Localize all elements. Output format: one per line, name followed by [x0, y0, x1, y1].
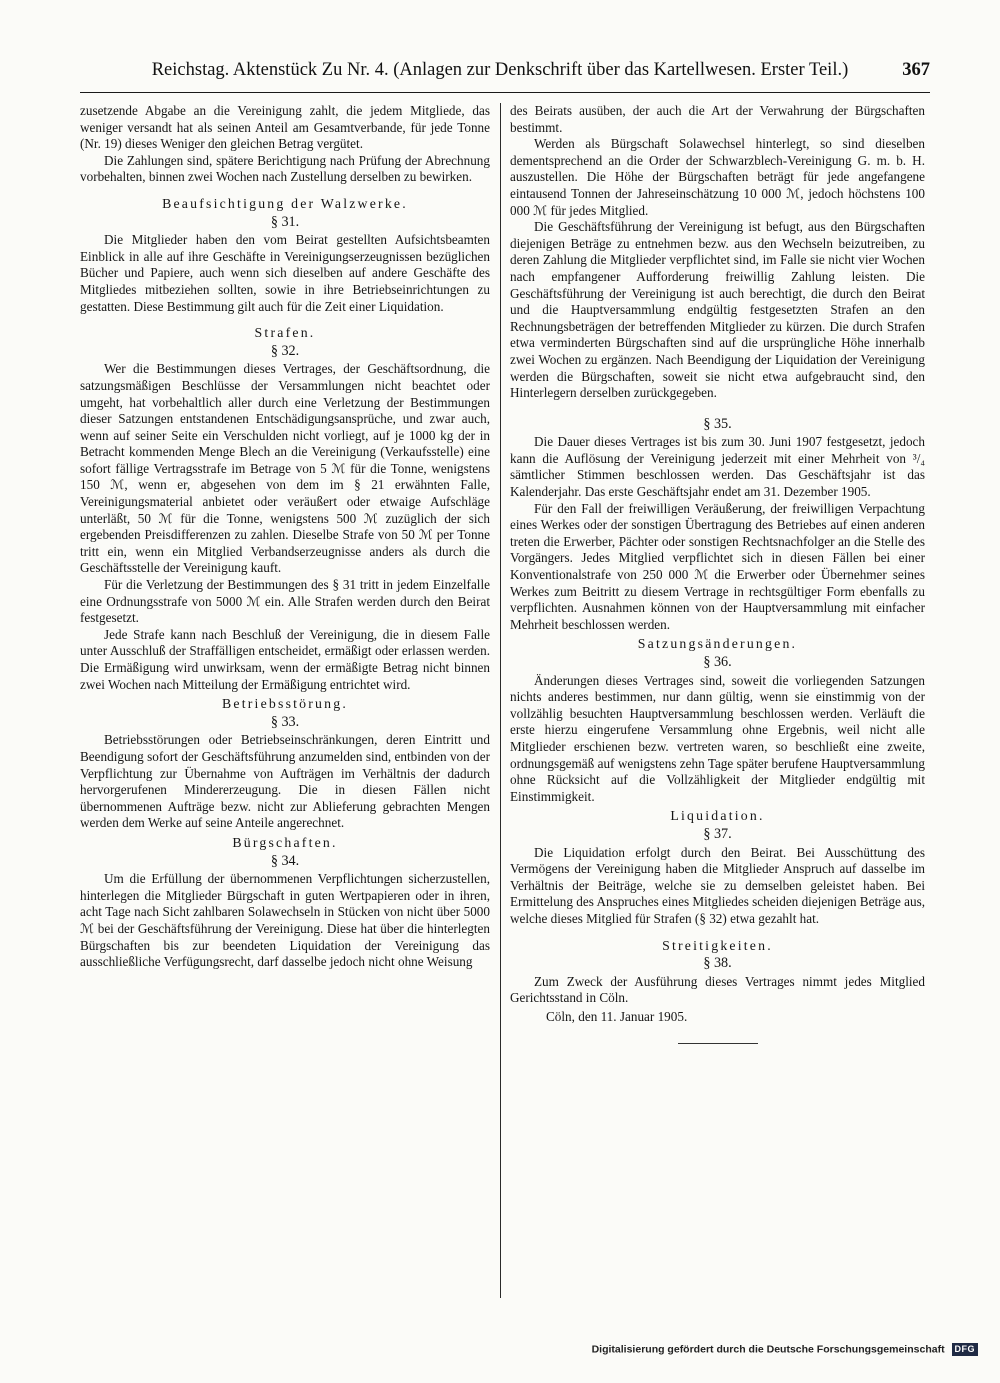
- section-heading: Satzungsänderungen.: [637, 636, 798, 652]
- running-header: [80, 54, 930, 93]
- paragraph: zusetzende Abgabe an die Vereinigung zahlt, die jedem Mitgliede, das weniger versandt hat als seinen Anteil am Gesamtverbande, für jede Tonne (Nr. 19) dieses Weniger den gleichen Betrag vergütet.: [80, 103, 490, 152]
- dfg-logo: DFG: [952, 1343, 979, 1356]
- section-heading: Beaufsichtigung der Walzwerke.: [162, 195, 408, 211]
- paragraph: Die Zahlungen sind, spätere Berichtigung nach Prüfung der Abrechnung vorbehalten, binnen zwei Wochen nach Zustellung derselben zu bewirken.: [80, 152, 490, 185]
- footer-text: Digitalisierung gefördert durch die Deutsche Forschungsgemeinschaft: [591, 1343, 945, 1356]
- right-column: [510, 103, 925, 1044]
- section-number: § 37.: [703, 825, 732, 842]
- paragraph: Jede Strafe kann nach Beschluß der Vereinigung, die in diesem Falle unter Ausschluß der Straffälligen entscheidet, ermäßigt oder erlassen werden. Die Ermäßigung wird unwirksam, wenn der ermäßigte Betrag nicht binnen zwei Wochen nach Mitteilung der Ermäßigung entrichtet wird.: [80, 626, 490, 692]
- paragraph: Die Mitglieder haben den vom Beirat gestellten Aufsichtsbeamten Einblick in alle auf ihre Geschäfte in Vereinigungserzeugnissen bezüglichen Bücher und Papiere, auch wenn sich dieselben auf andere Geschäfte des Mitgliedes mitbeziehen sollten, sowie in ihre Betriebseinrichtungen zu gestatten. Diese Bestimmung gilt auch für die Zeit einer Liquidation.: [80, 232, 490, 314]
- paragraph: Für die Verletzung der Bestimmungen des § 31 tritt in jedem Einzelfalle eine Ordnungsstrafe von 5000 ℳ ein. Alle Strafen werden durch den Beirat festgesetzt.: [80, 577, 490, 626]
- paragraph: Wer die Bestimmungen dieses Vertrages, der Geschäftsordnung, die satzungsmäßigen Beschlüsse der Versammlungen nicht beachtet oder umgeht, hat vorbehaltlich aller durch eine Verletzung der Bestimmungen dieser Satzungen entstandenen Entschädigungsansprüche, und zwar auch, wenn auf seiner Seite ein Verschulden nicht vorliegt, auf je 1000 kg der in Betracht kommenden Menge Blech an die Vereinigung (Verkaufsstelle) eine sofort fällige Vertragsstrafe im Betrage von 5 ℳ für die Tonne, wenigstens 150 ℳ, wenn er, abgesehen von dem im § 21 erwähnten Falle, Vereinigungsmaterial anbietet oder veräußert oder etwaige Aufschläge unterläßt, 50 ℳ für die Tonne, wenigstens 500 ℳ zuzüglich der sich ergebenden Preisdifferenzen zu zahlen. Dieselbe Strafe von 50 ℳ per Tonne tritt ein, wenn ein Mitglied Verbandserzeugnisse anders als durch die Geschäftsstelle der Vereinigung kauft.: [80, 361, 490, 576]
- section-number: § 31.: [270, 213, 300, 230]
- section-heading: Betriebsstörung.: [221, 696, 349, 712]
- paragraph: Zum Zweck der Ausführung dieses Vertrages nimmt jedes Mitglied Gerichtsstand in Cöln.: [510, 973, 925, 1006]
- paragraph: Werden als Bürgschaft Solawechsel hinterlegt, so sind dieselben dementsprechend an die Order der Schwarzblech-Vereinigung G. m. b. H. auszustellen. Die Höhe der Bürgschaften beträgt für jede angefangene eintausend Tonnen der Jahreseinschätzung 10 000 ℳ, jedoch höchstens 100 000 ℳ für jedes Mitglied.: [510, 136, 925, 218]
- header-title: Reichstag. Aktenstück Zu Nr. 4. (Anlagen zur Denkschrift über das Kartellwesen. Erster Teil.): [151, 60, 849, 80]
- column-divider: [500, 103, 501, 1298]
- left-column: [80, 103, 490, 971]
- section-heading: Strafen.: [254, 325, 316, 341]
- end-rule: [678, 1043, 758, 1044]
- section-number: § 32.: [270, 342, 300, 359]
- page-number: 367: [902, 60, 930, 80]
- signature-date: Cöln, den 11. Januar 1905.: [546, 1008, 688, 1024]
- paragraph: Die Dauer dieses Vertrages ist bis zum 30. Juni 1907 festgesetzt, jedoch kann die Auflösung der Vereinigung jederzeit mit einer Mehrheit von ³/₄ sämtlicher Stimmen beschlossen werden. Das Geschäftsjahr ist das Kalenderjahr. Das erste Geschäftsjahr endet am 31. Dezember 1905.: [510, 434, 925, 500]
- digitization-footer: [592, 1343, 978, 1356]
- section-number: § 38.: [703, 955, 732, 972]
- paragraph: Für den Fall der freiwilligen Veräußerung, der freiwilligen Verpachtung eines Werkes oder der sonstigen Übertragung des Betriebes auf einen anderen treten die Erwerber, Pächter oder sonstigen Rechtsnachfolger an die Stelle des Vorgängers. Jedes Mitglied verpflichtet sich in diesen Fällen bei einer Konventionalstrafe von 250 000 ℳ die Erwerber oder Übernehmer seines Werkes zum Beitritt zu diesem Vertrage in rechtsgültiger Form ebenfalls zu verpflichten. Ausnahmen können von der Hauptversammlung mit einfacher Mehrheit beschlossen werden.: [510, 500, 925, 632]
- section-number: § 34.: [270, 852, 300, 869]
- paragraph: Die Liquidation erfolgt durch den Beirat. Bei Ausschüttung des Vermögens der Vereinigung haben die Mitglieder Anspruch auf dasselbe im Verhältnis der Beiträge, welche sie zu demselben geleistet haben. Bei Ermittelung des Anspruches eines Mitgliedes scheiden diejenigen Beträge aus, welche dieses Mitglied für Strafen (§ 32) etwa gezahlt hat.: [510, 844, 925, 926]
- section-number: § 35.: [703, 415, 732, 432]
- paragraph: Um die Erfüllung der übernommenen Verpflichtungen sicherzustellen, hinterlegen die Mitglieder Bürgschaft in guten Wertpapieren oder in ihren, acht Tage nach Sicht zahlbaren Solawechseln in Stücken von nicht über 5000 ℳ bei der Geschäftsführung der Vereinigung. Diese hat über die hinterlegten Bürgschaften bis zur beendeten Liquidation der Vereinigung das ausschließliche Verfügungsrecht, darf dasselbe jedoch nicht ohne Weisung: [80, 871, 490, 970]
- section-heading: Liquidation.: [670, 808, 765, 824]
- section-number: § 33.: [270, 713, 300, 730]
- paragraph: Die Geschäftsführung der Vereinigung ist befugt, aus den Bürgschaften diejenigen Beträge zu entnehmen bezw. aus den Wechseln beizutreiben, zu deren Zahlung die Mitglieder verpflichtet sind, im Falle sie nicht vier Wochen nach empfangener Aufforderung freiwillig Zahlung leisten. Die Geschäftsführung der Vereinigung ist auch berechtigt, die durch den Beirat und die Hauptversammlung endgültig festgesetzten Strafen an den Rechnungsbeträgen der betreffenden Mitglieder zu kürzen. Die durch Strafen etwa verminderten Bürgschaften sind auf die ursprüngliche Höhe innerhalb zwei Wochen zu ergänzen. Nach Beendigung der Liquidation der Vereinigung werden die Bürgschaften, soweit sie nicht etwa aufgebraucht sind, den Hinterlegern derselben zurückgegeben.: [510, 219, 925, 401]
- section-heading: Bürgschaften.: [232, 834, 338, 850]
- section-heading: Streitigkeiten.: [662, 937, 773, 953]
- paragraph: Änderungen dieses Vertrages sind, soweit die vorliegenden Satzungen nichts anderes bestimmen, nur dann gültig, wenn sie einstimmig von der vollzählig besuchten Hauptversammlung beschlossen werden. Verläuft die erste hierzu eingerufene Versammlung ohne Ergebnis, weil nicht alle Mitglieder erschienen bezw. vertreten waren, so beschließt eine zweite, ordnungsgemäß auf wenigstens zehn Tage später berufene Hauptversammlung ohne Rücksicht auf die Vollzähligkeit der Mitglieder endgültig mit Einstimmigkeit.: [510, 672, 925, 804]
- paragraph: Betriebsstörungen oder Betriebseinschränkungen, deren Eintritt und Beendigung sofort der Geschäftsführung anzumelden sind, entbinden von der Verpflichtung zur Übernahme von Aufträgen im Verhältnis der dadurch hervorgerufenen Mindererzeugung. Die in diesen Fällen nicht übernommenen Aufträge bezw. nicht zur Ablieferung gebrachten Mengen werden dem Werke auf seine Anteile angerechnet.: [80, 732, 490, 831]
- section-number: § 36.: [703, 654, 732, 670]
- paragraph: des Beirats ausüben, der auch die Art der Verwahrung der Bürgschaften bestimmt.: [510, 103, 925, 135]
